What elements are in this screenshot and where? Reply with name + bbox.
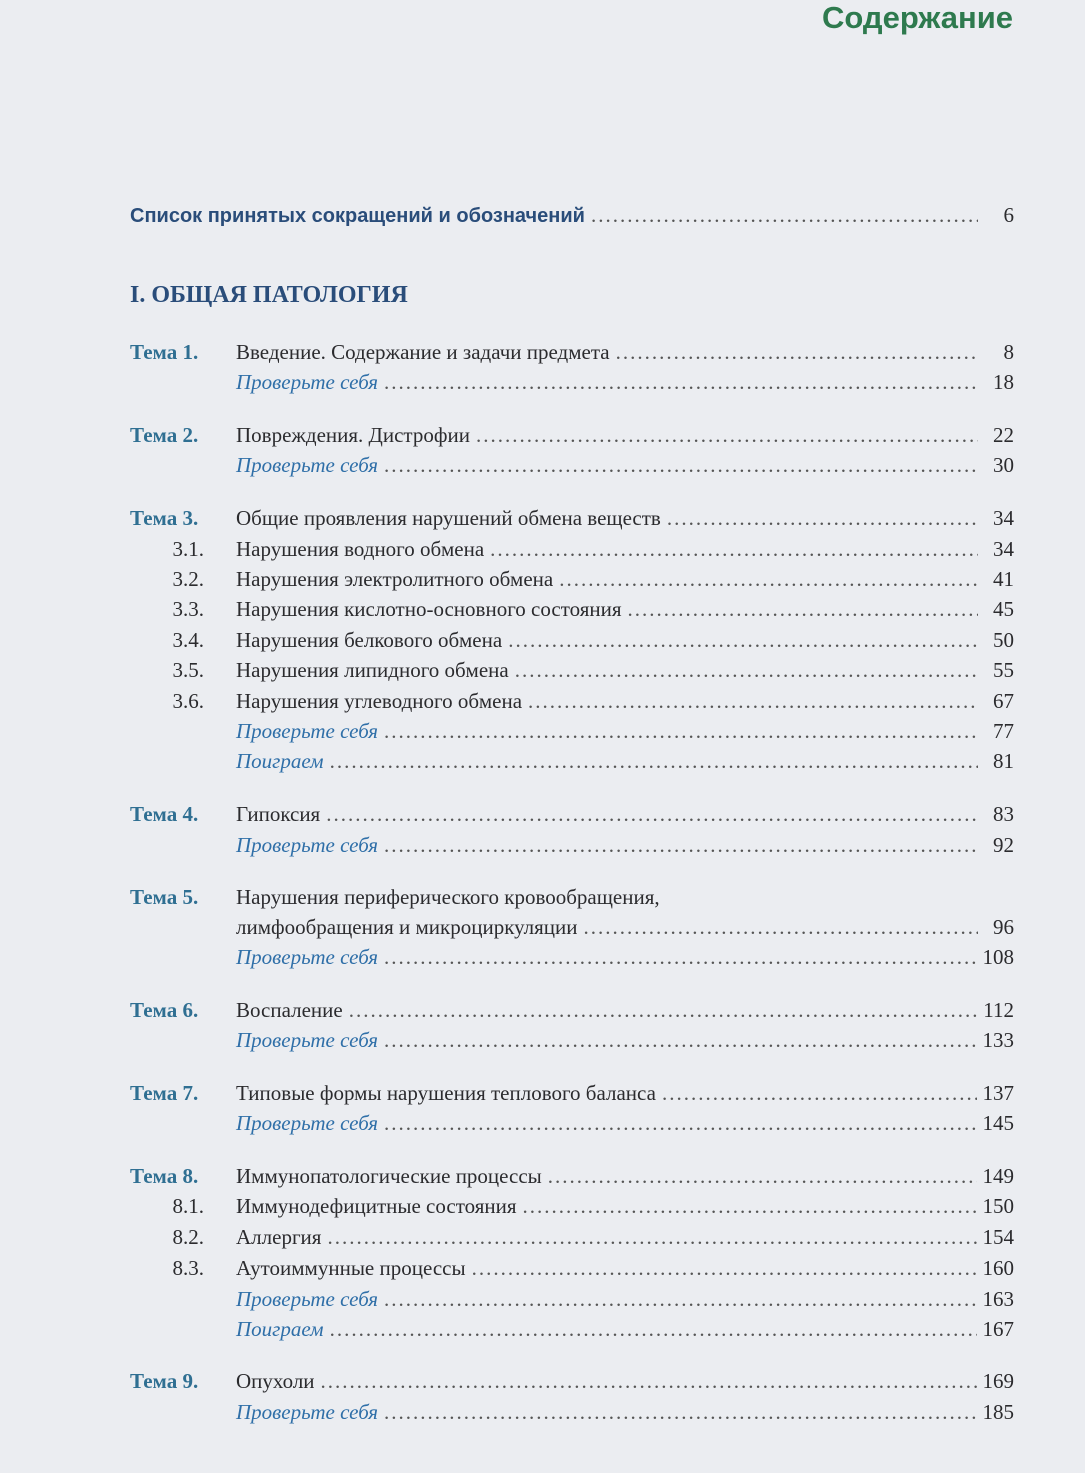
leader-dots — [548, 1161, 977, 1191]
leader-dots — [662, 1078, 977, 1108]
leader-dots — [472, 1253, 977, 1283]
toc-subentry[interactable] — [130, 594, 1014, 624]
toc-entry[interactable] — [130, 995, 1014, 1025]
toc-entry-number: 3.3. — [172, 597, 204, 621]
toc-entry-page: 145 — [982, 1111, 1014, 1135]
toc-entry-text: Проверьте себя — [236, 453, 379, 477]
toc-entry-page: 81 — [993, 749, 1014, 773]
leader-dots — [515, 655, 978, 685]
toc-entry-text: Проверьте себя — [236, 1111, 379, 1135]
toc-entry-number: 3.6. — [172, 689, 204, 713]
toc-entry-page: 34 — [993, 506, 1014, 530]
toc-entry-number: Тема 7. — [130, 1081, 199, 1105]
toc-entry-text: Аллергия — [236, 1225, 322, 1249]
page-title: Содержание — [822, 0, 1013, 35]
leader-dots — [321, 1366, 977, 1396]
toc-entry-text: Типовые формы нарушения теплового баланса — [236, 1081, 656, 1105]
toc-subentry[interactable] — [130, 655, 1014, 685]
toc-entry-text: Воспаление — [236, 998, 343, 1022]
leader-dots — [384, 716, 978, 746]
leader-dots — [628, 594, 979, 624]
leader-dots — [523, 1191, 977, 1221]
leader-dots — [384, 1397, 976, 1427]
toc-entry-text: Проверьте себя — [236, 945, 379, 969]
toc-entry-text: Иммунопатологические процессы — [236, 1164, 542, 1188]
toc-entry-check[interactable] — [130, 367, 1014, 397]
toc-subentry[interactable] — [130, 1222, 1014, 1252]
toc-entry-number: Тема 4. — [130, 802, 199, 826]
toc-entry-text: Проверьте себя — [236, 719, 379, 743]
toc-entry[interactable] — [130, 1078, 1014, 1108]
toc-entry-text: Поиграем — [236, 749, 324, 773]
leader-dots — [616, 337, 978, 367]
toc-entry-page: 45 — [993, 597, 1014, 621]
toc-entry[interactable] — [130, 799, 1014, 829]
toc-entry-page: 137 — [982, 1081, 1014, 1105]
toc-entry-page: 108 — [982, 945, 1014, 969]
toc-entry-page: 6 — [1003, 203, 1014, 227]
toc-entry-check[interactable] — [130, 1284, 1014, 1314]
toc-entry-page: 22 — [993, 423, 1014, 447]
toc-entry-page: 34 — [993, 537, 1014, 561]
toc-entry-number: 8.3. — [172, 1256, 204, 1280]
toc-entry-text: Гипоксия — [236, 802, 321, 826]
toc-entry-page: 55 — [993, 658, 1014, 682]
toc-entry-text: Нарушения углеводного обмена — [236, 689, 523, 713]
toc-subentry[interactable] — [130, 1253, 1014, 1283]
toc-entry-page: 163 — [982, 1287, 1014, 1311]
toc-entry-page: 96 — [993, 915, 1014, 939]
toc-entry-number: 8.1. — [172, 1194, 204, 1218]
toc-entry-check[interactable] — [130, 1108, 1014, 1138]
toc-entry-page: 92 — [993, 833, 1014, 857]
toc-entry-text: Поиграем — [236, 1317, 324, 1341]
toc-entry-text: Проверьте себя — [236, 1287, 379, 1311]
toc-entry-text: Иммунодефицитные состояния — [236, 1194, 517, 1218]
toc-entry-check[interactable] — [130, 1025, 1014, 1055]
toc-entry-page: 133 — [982, 1028, 1014, 1052]
toc-entry-number: Тема 9. — [130, 1369, 199, 1393]
section-heading: I. ОБЩАЯ ПАТОЛОГИЯ — [130, 282, 408, 308]
toc-entry-page: 8 — [1003, 340, 1014, 364]
toc-entry-play[interactable] — [130, 746, 1014, 776]
toc-entry-number: Тема 2. — [130, 423, 199, 447]
toc-entry-page: 67 — [993, 689, 1014, 713]
leader-dots — [349, 995, 978, 1025]
toc-entry-text: Нарушения белкового обмена — [236, 628, 503, 652]
toc-entry-text: Проверьте себя — [236, 370, 379, 394]
toc-subentry[interactable] — [130, 625, 1014, 655]
toc-entry-continued[interactable] — [130, 912, 1014, 942]
leader-dots — [330, 1314, 977, 1344]
toc-entry-check[interactable] — [130, 716, 1014, 746]
toc-entry-number: Тема 1. — [130, 340, 199, 364]
toc-entry-page: 154 — [982, 1225, 1014, 1249]
toc-entry-page: 167 — [982, 1317, 1014, 1341]
leader-dots — [667, 503, 978, 533]
toc-subentry[interactable] — [130, 564, 1014, 594]
toc-entry-page: 30 — [993, 453, 1014, 477]
toc-entry-text: лимфообращения и микроциркуляции — [236, 915, 578, 939]
toc-entry-play[interactable] — [130, 1314, 1014, 1344]
leader-dots — [384, 367, 978, 397]
toc-entry-number: 3.2. — [172, 567, 204, 591]
toc-entry-page: 77 — [993, 719, 1014, 743]
toc-entry-text: Нарушения липидного обмена — [236, 658, 509, 682]
leader-dots — [384, 942, 976, 972]
leader-dots — [330, 746, 978, 776]
toc-entry-text: Нарушения электролитного обмена — [236, 567, 554, 591]
toc-entry-text: Нарушения водного обмена — [236, 537, 485, 561]
toc-entry-page: 169 — [982, 1369, 1014, 1393]
toc-entry-check[interactable] — [130, 450, 1014, 480]
toc-entry-text: Повреждения. Дистрофии — [236, 423, 470, 447]
toc-entry-page: 149 — [982, 1164, 1014, 1188]
toc-entry-text: Опухоли — [236, 1369, 315, 1393]
leader-dots — [528, 686, 978, 716]
toc-entry[interactable] — [130, 337, 1014, 367]
toc-entry-text: Нарушения кислотно-основного состояния — [236, 597, 622, 621]
toc-entry-number: 3.1. — [172, 537, 204, 561]
toc-entry-check[interactable] — [130, 1397, 1014, 1427]
toc-entry[interactable] — [130, 420, 1014, 450]
toc-entry-text: Проверьте себя — [236, 1028, 379, 1052]
toc-entry-number: Тема 6. — [130, 998, 199, 1022]
toc-entry-text: Список принятых сокращений и обозначений — [130, 205, 585, 227]
toc-entry[interactable] — [130, 503, 1014, 533]
leader-dots — [476, 420, 978, 450]
toc-entry-page: 150 — [982, 1194, 1014, 1218]
toc-entry-check[interactable] — [130, 830, 1014, 860]
toc-entry[interactable] — [130, 1161, 1014, 1191]
toc-entry-number: Тема 3. — [130, 506, 199, 530]
toc-entry-number: Тема 8. — [130, 1164, 199, 1188]
toc-entry-text: Аутоиммунные процессы — [236, 1256, 466, 1280]
leader-dots — [384, 450, 978, 480]
leader-dots — [384, 830, 978, 860]
toc-entry-page: 185 — [982, 1400, 1014, 1424]
leader-dots — [384, 1025, 976, 1055]
toc-entry-check[interactable] — [130, 942, 1014, 972]
leader-dots — [327, 1222, 976, 1252]
toc-entry[interactable] — [130, 1366, 1014, 1396]
leader-dots — [584, 912, 978, 942]
leader-dots — [591, 200, 978, 230]
toc-entry-number: Тема 5. — [130, 885, 199, 909]
toc-entry-text: Проверьте себя — [236, 1400, 379, 1424]
toc-subentry[interactable] — [130, 534, 1014, 564]
toc-entry-text: Нарушения периферического кровообращения, — [236, 885, 660, 909]
leader-dots — [326, 799, 978, 829]
leader-dots — [384, 1284, 976, 1314]
leader-dots — [384, 1108, 976, 1138]
toc-entry-page: 18 — [993, 370, 1014, 394]
toc-entry-page: 160 — [982, 1256, 1014, 1280]
toc-entry-abbreviations[interactable] — [130, 200, 1014, 231]
leader-dots — [559, 564, 978, 594]
toc-entry-page: 50 — [993, 628, 1014, 652]
toc-entry-text: Введение. Содержание и задачи предмета — [236, 340, 610, 364]
toc-subentry[interactable] — [130, 686, 1014, 716]
toc-entry-page: 41 — [993, 567, 1014, 591]
toc-entry-number: 3.5. — [172, 658, 204, 682]
toc-entry-text: Общие проявления нарушений обмена веществ — [236, 506, 661, 530]
toc-entry-number: 3.4. — [172, 628, 204, 652]
leader-dots — [508, 625, 978, 655]
toc-entry-number: 8.2. — [172, 1225, 204, 1249]
toc-entry-text: Проверьте себя — [236, 833, 379, 857]
leader-dots — [490, 534, 978, 564]
toc-entry[interactable] — [130, 882, 1014, 912]
toc-entry-page: 112 — [983, 998, 1014, 1022]
toc-entry-page: 83 — [993, 802, 1014, 826]
toc-subentry[interactable] — [130, 1191, 1014, 1221]
